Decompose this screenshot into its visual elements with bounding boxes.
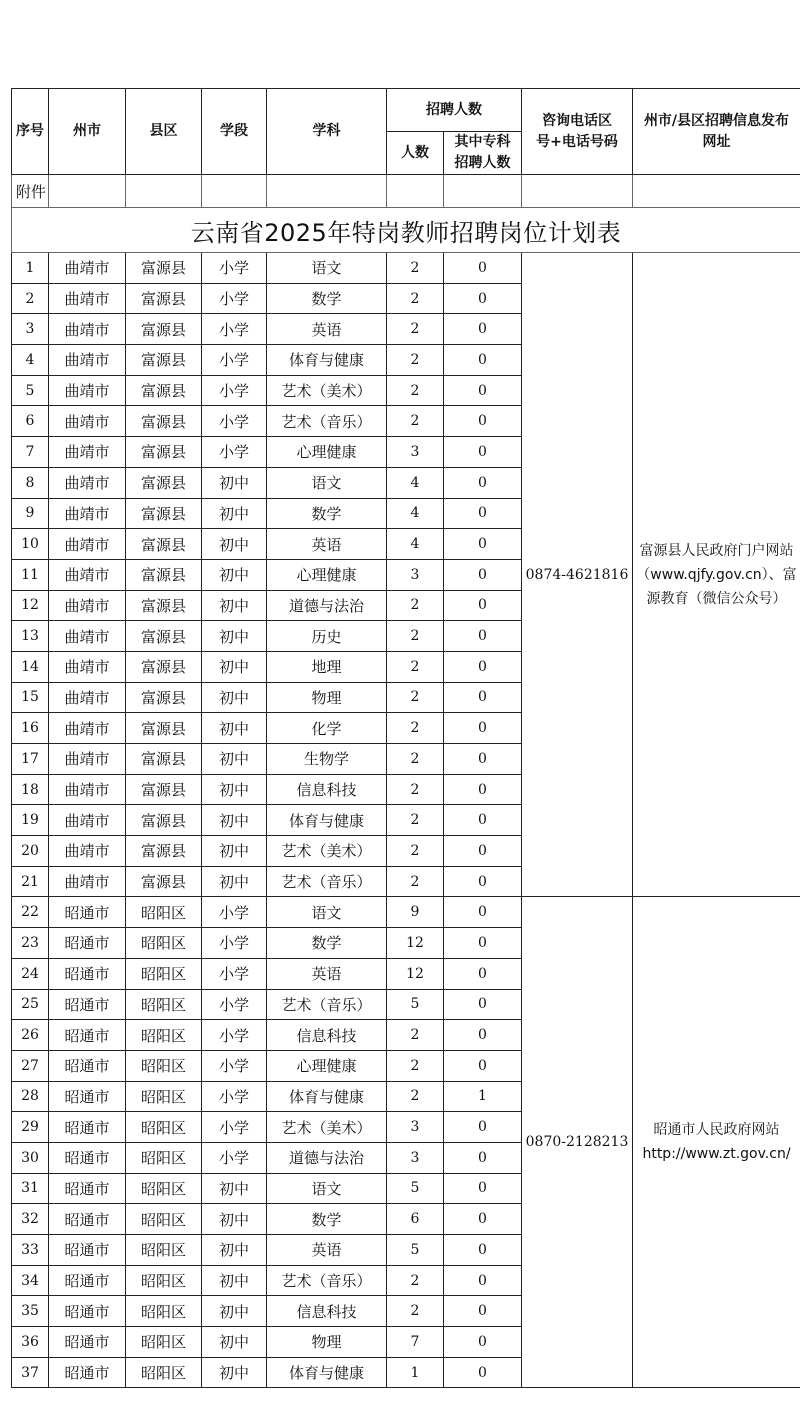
cell-college: 0 (444, 1112, 522, 1143)
cell-city: 曲靖市 (49, 651, 126, 682)
cell-subject: 艺术（音乐） (267, 406, 387, 437)
cell-subject: 道德与法治 (267, 1142, 387, 1173)
cell-college: 0 (444, 866, 522, 897)
cell-college: 0 (444, 345, 522, 376)
cell-count: 6 (387, 1204, 444, 1235)
cell-stage: 小学 (202, 1020, 267, 1051)
cell-stage: 小学 (202, 897, 267, 928)
cell-college: 0 (444, 1173, 522, 1204)
cell-phone: 0874-4621816 (522, 253, 633, 897)
cell-city: 昭通市 (49, 1204, 126, 1235)
cell-subject: 艺术（美术） (267, 836, 387, 867)
cell-stage: 小学 (202, 1112, 267, 1143)
cell-city: 昭通市 (49, 1050, 126, 1081)
cell-count: 2 (387, 1050, 444, 1081)
cell-subject: 数学 (267, 1204, 387, 1235)
cell-subject: 语文 (267, 897, 387, 928)
cell-subject: 体育与健康 (267, 345, 387, 376)
cell-stage: 初中 (202, 713, 267, 744)
cell-college: 0 (444, 590, 522, 621)
cell-seq: 17 (12, 744, 49, 775)
cell-count: 3 (387, 1142, 444, 1173)
cell-stage: 初中 (202, 1204, 267, 1235)
cell-college: 0 (444, 375, 522, 406)
cell-county: 昭阳区 (126, 1020, 202, 1051)
cell-college: 0 (444, 529, 522, 560)
cell-seq: 32 (12, 1204, 49, 1235)
cell-stage: 小学 (202, 1081, 267, 1112)
cell-count: 2 (387, 253, 444, 284)
cell-county: 富源县 (126, 651, 202, 682)
cell-stage: 小学 (202, 1050, 267, 1081)
cell-college: 0 (444, 1204, 522, 1235)
cell-seq: 20 (12, 836, 49, 867)
cell-count: 4 (387, 498, 444, 529)
cell-subject: 心理健康 (267, 437, 387, 468)
table-row (12, 253, 800, 284)
cell-stage: 初中 (202, 836, 267, 867)
cell-count: 2 (387, 651, 444, 682)
cell-city: 昭通市 (49, 1235, 126, 1266)
cell-seq: 12 (12, 590, 49, 621)
cell-county: 富源县 (126, 283, 202, 314)
cell-county: 昭阳区 (126, 928, 202, 959)
cell-seq: 29 (12, 1112, 49, 1143)
cell-seq: 2 (12, 283, 49, 314)
cell-city: 昭通市 (49, 1327, 126, 1358)
cell-college: 0 (444, 437, 522, 468)
cell-stage: 初中 (202, 744, 267, 775)
cell-college: 0 (444, 651, 522, 682)
cell-college: 0 (444, 1296, 522, 1327)
cell-city: 昭通市 (49, 1265, 126, 1296)
cell-county: 昭阳区 (126, 1081, 202, 1112)
table-row (12, 897, 800, 928)
cell-count: 2 (387, 1296, 444, 1327)
cell-county: 富源县 (126, 774, 202, 805)
cell-count: 5 (387, 1173, 444, 1204)
cell-college: 0 (444, 498, 522, 529)
cell-count: 9 (387, 897, 444, 928)
cell-city: 曲靖市 (49, 498, 126, 529)
cell-seq: 5 (12, 375, 49, 406)
cell-city: 曲靖市 (49, 621, 126, 652)
cell-count: 3 (387, 559, 444, 590)
cell-stage: 初中 (202, 1265, 267, 1296)
cell-county: 富源县 (126, 406, 202, 437)
cell-college: 0 (444, 253, 522, 284)
cell-college: 0 (444, 1357, 522, 1388)
cell-seq: 24 (12, 958, 49, 989)
header-county: 县区 (126, 89, 202, 175)
cell-subject: 地理 (267, 651, 387, 682)
cell-count: 2 (387, 314, 444, 345)
cell-city: 曲靖市 (49, 713, 126, 744)
cell-count: 2 (387, 1020, 444, 1051)
cell-subject: 语文 (267, 1173, 387, 1204)
cell-college: 0 (444, 1050, 522, 1081)
cell-count: 5 (387, 989, 444, 1020)
cell-count: 2 (387, 283, 444, 314)
cell-subject: 道德与法治 (267, 590, 387, 621)
header-college: 其中专科招聘人数 (444, 132, 522, 175)
cell-college: 0 (444, 682, 522, 713)
cell-county: 富源县 (126, 836, 202, 867)
cell-city: 曲靖市 (49, 559, 126, 590)
cell-stage: 初中 (202, 1357, 267, 1388)
cell-college: 0 (444, 989, 522, 1020)
cell-subject: 艺术（音乐） (267, 989, 387, 1020)
cell-city: 昭通市 (49, 958, 126, 989)
recruitment-table (11, 88, 800, 1388)
cell-seq: 14 (12, 651, 49, 682)
cell-seq: 33 (12, 1235, 49, 1266)
cell-subject: 体育与健康 (267, 1081, 387, 1112)
cell-seq: 23 (12, 928, 49, 959)
cell-seq: 3 (12, 314, 49, 345)
cell-city: 曲靖市 (49, 314, 126, 345)
cell-seq: 15 (12, 682, 49, 713)
recruitment-sheet (11, 88, 800, 1388)
cell-seq: 28 (12, 1081, 49, 1112)
cell-county: 昭阳区 (126, 1327, 202, 1358)
cell-seq: 30 (12, 1142, 49, 1173)
cell-subject: 艺术（音乐） (267, 1265, 387, 1296)
cell-count: 12 (387, 928, 444, 959)
cell-stage: 小学 (202, 1142, 267, 1173)
cell-subject: 信息科技 (267, 1020, 387, 1051)
cell-seq: 8 (12, 467, 49, 498)
cell-stage: 小学 (202, 345, 267, 376)
cell-stage: 初中 (202, 529, 267, 560)
cell-city: 曲靖市 (49, 406, 126, 437)
cell-college: 0 (444, 1020, 522, 1051)
cell-subject: 物理 (267, 682, 387, 713)
header-row-1 (12, 89, 800, 132)
cell-county: 昭阳区 (126, 1112, 202, 1143)
cell-count: 2 (387, 345, 444, 376)
cell-city: 曲靖市 (49, 375, 126, 406)
cell-seq: 13 (12, 621, 49, 652)
cell-city: 昭通市 (49, 1142, 126, 1173)
cell-stage: 初中 (202, 805, 267, 836)
cell-city: 曲靖市 (49, 774, 126, 805)
cell-stage: 初中 (202, 1296, 267, 1327)
cell-phone: 0870-2128213 (522, 897, 633, 1388)
cell-seq: 6 (12, 406, 49, 437)
header-website: 州市/县区招聘信息发布网址 (633, 89, 800, 175)
cell-city: 昭通市 (49, 989, 126, 1020)
cell-stage: 初中 (202, 1327, 267, 1358)
cell-city: 曲靖市 (49, 590, 126, 621)
cell-college: 0 (444, 406, 522, 437)
cell-city: 曲靖市 (49, 283, 126, 314)
cell-stage: 初中 (202, 682, 267, 713)
cell-stage: 初中 (202, 559, 267, 590)
cell-stage: 初中 (202, 467, 267, 498)
cell-county: 富源县 (126, 314, 202, 345)
cell-stage: 小学 (202, 314, 267, 345)
cell-county: 富源县 (126, 375, 202, 406)
cell-county: 富源县 (126, 498, 202, 529)
cell-subject: 物理 (267, 1327, 387, 1358)
cell-county: 富源县 (126, 559, 202, 590)
cell-seq: 34 (12, 1265, 49, 1296)
cell-college: 0 (444, 1265, 522, 1296)
cell-county: 富源县 (126, 345, 202, 376)
cell-college: 0 (444, 928, 522, 959)
cell-city: 曲靖市 (49, 805, 126, 836)
cell-city: 昭通市 (49, 928, 126, 959)
header-subject: 学科 (267, 89, 387, 175)
cell-stage: 小学 (202, 253, 267, 284)
cell-city: 曲靖市 (49, 253, 126, 284)
cell-stage: 初中 (202, 651, 267, 682)
cell-count: 4 (387, 529, 444, 560)
cell-college: 0 (444, 621, 522, 652)
cell-seq: 27 (12, 1050, 49, 1081)
cell-count: 2 (387, 713, 444, 744)
cell-count: 2 (387, 836, 444, 867)
cell-county: 昭阳区 (126, 1265, 202, 1296)
cell-subject: 艺术（美术） (267, 375, 387, 406)
cell-count: 2 (387, 590, 444, 621)
cell-count: 2 (387, 621, 444, 652)
cell-city: 昭通市 (49, 1173, 126, 1204)
cell-college: 0 (444, 1235, 522, 1266)
cell-count: 5 (387, 1235, 444, 1266)
cell-subject: 艺术（美术） (267, 1112, 387, 1143)
header-count: 人数 (387, 132, 444, 175)
cell-count: 2 (387, 1265, 444, 1296)
cell-subject: 艺术（音乐） (267, 866, 387, 897)
cell-college: 0 (444, 897, 522, 928)
cell-county: 昭阳区 (126, 1296, 202, 1327)
cell-college: 0 (444, 1142, 522, 1173)
cell-count: 2 (387, 375, 444, 406)
cell-seq: 25 (12, 989, 49, 1020)
cell-seq: 1 (12, 253, 49, 284)
cell-stage: 小学 (202, 406, 267, 437)
cell-count: 1 (387, 1357, 444, 1388)
cell-county: 富源县 (126, 590, 202, 621)
header-seq: 序号 (12, 89, 49, 175)
cell-college: 0 (444, 836, 522, 867)
cell-seq: 9 (12, 498, 49, 529)
cell-subject: 历史 (267, 621, 387, 652)
cell-county: 昭阳区 (126, 958, 202, 989)
cell-college: 1 (444, 1081, 522, 1112)
cell-stage: 初中 (202, 866, 267, 897)
cell-website: 富源县人民政府门户网站（www.qjfy.gov.cn）、富源教育（微信公众号） (633, 253, 800, 897)
cell-county: 富源县 (126, 437, 202, 468)
cell-college: 0 (444, 283, 522, 314)
cell-subject: 心理健康 (267, 1050, 387, 1081)
cell-stage: 小学 (202, 375, 267, 406)
annex-label: 附件 (12, 175, 49, 208)
cell-count: 2 (387, 805, 444, 836)
cell-count: 2 (387, 1081, 444, 1112)
cell-city: 昭通市 (49, 1020, 126, 1051)
cell-count: 2 (387, 682, 444, 713)
cell-college: 0 (444, 314, 522, 345)
cell-county: 富源县 (126, 529, 202, 560)
cell-website: 昭通市人民政府网站http://www.zt.gov.cn/ (633, 897, 800, 1388)
cell-subject: 体育与健康 (267, 1357, 387, 1388)
cell-stage: 初中 (202, 621, 267, 652)
cell-seq: 16 (12, 713, 49, 744)
title-row (12, 208, 800, 253)
cell-seq: 7 (12, 437, 49, 468)
header-stage: 学段 (202, 89, 267, 175)
cell-seq: 31 (12, 1173, 49, 1204)
cell-seq: 35 (12, 1296, 49, 1327)
cell-county: 昭阳区 (126, 989, 202, 1020)
cell-count: 2 (387, 406, 444, 437)
cell-college: 0 (444, 467, 522, 498)
cell-seq: 11 (12, 559, 49, 590)
cell-county: 富源县 (126, 744, 202, 775)
cell-subject: 英语 (267, 1235, 387, 1266)
cell-stage: 小学 (202, 958, 267, 989)
cell-subject: 数学 (267, 283, 387, 314)
cell-college: 0 (444, 805, 522, 836)
cell-count: 3 (387, 1112, 444, 1143)
cell-county: 富源县 (126, 713, 202, 744)
cell-city: 曲靖市 (49, 682, 126, 713)
cell-count: 2 (387, 744, 444, 775)
cell-seq: 22 (12, 897, 49, 928)
cell-subject: 英语 (267, 314, 387, 345)
cell-subject: 生物学 (267, 744, 387, 775)
cell-stage: 小学 (202, 283, 267, 314)
cell-city: 昭通市 (49, 1357, 126, 1388)
cell-city: 曲靖市 (49, 345, 126, 376)
cell-subject: 化学 (267, 713, 387, 744)
cell-city: 曲靖市 (49, 866, 126, 897)
cell-college: 0 (444, 1327, 522, 1358)
cell-county: 昭阳区 (126, 1204, 202, 1235)
cell-seq: 4 (12, 345, 49, 376)
header-recruit: 招聘人数 (387, 89, 522, 132)
cell-county: 昭阳区 (126, 1357, 202, 1388)
header-phone: 咨询电话区号+电话号码 (522, 89, 633, 175)
cell-stage: 初中 (202, 1235, 267, 1266)
cell-seq: 21 (12, 866, 49, 897)
cell-subject: 信息科技 (267, 774, 387, 805)
cell-subject: 心理健康 (267, 559, 387, 590)
cell-college: 0 (444, 559, 522, 590)
cell-county: 富源县 (126, 805, 202, 836)
cell-seq: 18 (12, 774, 49, 805)
cell-count: 4 (387, 467, 444, 498)
cell-subject: 信息科技 (267, 1296, 387, 1327)
table-body (12, 253, 800, 1388)
cell-seq: 10 (12, 529, 49, 560)
cell-county: 富源县 (126, 866, 202, 897)
annex-row (12, 175, 800, 208)
cell-subject: 英语 (267, 958, 387, 989)
cell-seq: 26 (12, 1020, 49, 1051)
table-title: 云南省2025年特岗教师招聘岗位计划表 (12, 208, 800, 253)
cell-county: 富源县 (126, 621, 202, 652)
cell-college: 0 (444, 774, 522, 805)
cell-stage: 初中 (202, 590, 267, 621)
cell-seq: 36 (12, 1327, 49, 1358)
cell-county: 昭阳区 (126, 1173, 202, 1204)
cell-county: 昭阳区 (126, 1142, 202, 1173)
cell-city: 曲靖市 (49, 437, 126, 468)
cell-stage: 小学 (202, 989, 267, 1020)
cell-seq: 19 (12, 805, 49, 836)
cell-county: 昭阳区 (126, 897, 202, 928)
cell-county: 昭阳区 (126, 1235, 202, 1266)
cell-county: 富源县 (126, 682, 202, 713)
cell-subject: 数学 (267, 498, 387, 529)
cell-city: 曲靖市 (49, 836, 126, 867)
cell-subject: 语文 (267, 253, 387, 284)
cell-subject: 英语 (267, 529, 387, 560)
cell-county: 富源县 (126, 467, 202, 498)
cell-college: 0 (444, 713, 522, 744)
cell-stage: 小学 (202, 437, 267, 468)
cell-city: 曲靖市 (49, 529, 126, 560)
cell-city: 曲靖市 (49, 744, 126, 775)
cell-stage: 初中 (202, 774, 267, 805)
cell-count: 3 (387, 437, 444, 468)
cell-count: 2 (387, 866, 444, 897)
cell-city: 昭通市 (49, 897, 126, 928)
cell-college: 0 (444, 744, 522, 775)
cell-city: 昭通市 (49, 1296, 126, 1327)
cell-city: 昭通市 (49, 1112, 126, 1143)
cell-seq: 37 (12, 1357, 49, 1388)
header-city: 州市 (49, 89, 126, 175)
cell-count: 2 (387, 774, 444, 805)
cell-stage: 初中 (202, 1173, 267, 1204)
cell-city: 曲靖市 (49, 467, 126, 498)
cell-county: 富源县 (126, 253, 202, 284)
cell-count: 12 (387, 958, 444, 989)
cell-city: 昭通市 (49, 1081, 126, 1112)
cell-subject: 体育与健康 (267, 805, 387, 836)
cell-subject: 语文 (267, 467, 387, 498)
cell-stage: 初中 (202, 498, 267, 529)
cell-college: 0 (444, 958, 522, 989)
cell-county: 昭阳区 (126, 1050, 202, 1081)
cell-subject: 数学 (267, 928, 387, 959)
cell-count: 7 (387, 1327, 444, 1358)
cell-stage: 小学 (202, 928, 267, 959)
